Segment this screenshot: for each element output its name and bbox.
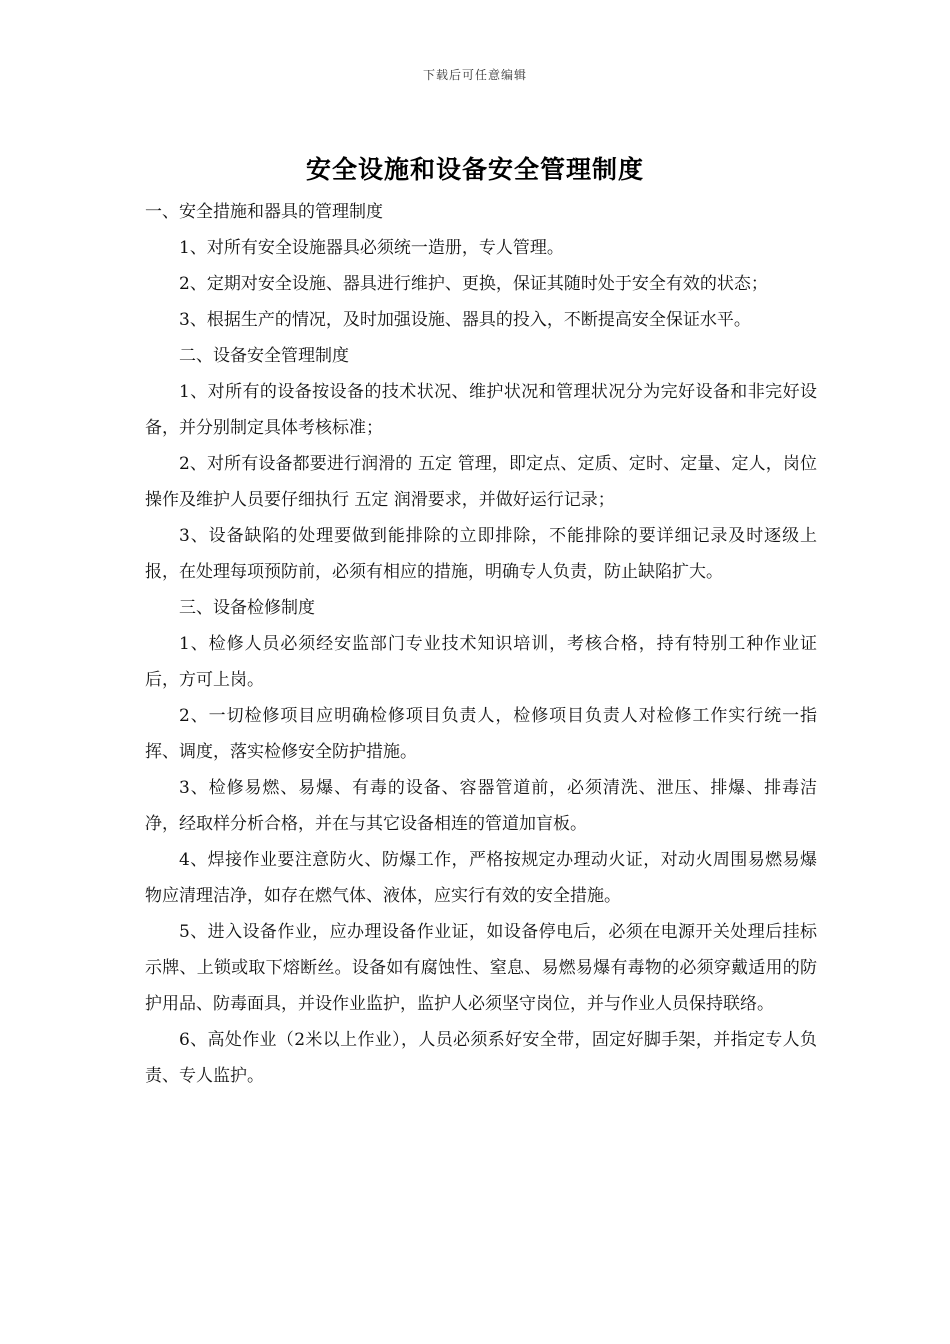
paragraph: 5、进入设备作业，应办理设备作业证，如设备停电后，必须在电源开关处理后挂标示牌、上锁或取下熔断丝。设备如有腐蚀性、窒息、易燃易爆有毒物的必须穿戴适用的防护用品、防毒面具，并设作业监护，监护人必须坚守岗位，并与作业人员保持联络。 xyxy=(145,922,817,1014)
paragraph: 6、高处作业（2米以上作业），人员必须系好安全带，固定好脚手架，并指定专人负责、专人监护。 xyxy=(145,1030,817,1086)
paragraph: 1、检修人员必须经安监部门专业技术知识培训，考核合格，持有特别工种作业证后，方可上岗。 xyxy=(145,634,817,690)
paragraph: 3、检修易燃、易爆、有毒的设备、容器管道前，必须清洗、泄压、排爆、排毒洁净，经取样分析合格，并在与其它设备相连的管道加盲板。 xyxy=(145,778,817,834)
paragraph: 1、对所有安全设施器具必须统一造册，专人管理。 xyxy=(179,238,564,258)
header-note: 下载后可任意编辑 xyxy=(422,68,527,82)
section-heading-2: 二、设备安全管理制度 xyxy=(179,346,349,366)
section-heading-1: 一、安全措施和器具的管理制度 xyxy=(145,202,383,222)
paragraph: 2、对所有设备都要进行润滑的 五定 管理，即定点、定质、定时、定量、定人，岗位操作及维护人员要仔细执行 五定 润滑要求，并做好运行记录； xyxy=(145,454,817,510)
paragraph: 3、设备缺陷的处理要做到能排除的立即排除，不能排除的要详细记录及时逐级上报，在处理每项预防前，必须有相应的措施，明确专人负责，防止缺陷扩大。 xyxy=(145,526,817,582)
document-body xyxy=(145,194,817,1094)
document-title: 安全设施和设备安全管理制度 xyxy=(305,155,644,184)
paragraph: 3、根据生产的情况，及时加强设施、器具的投入，不断提高安全保证水平。 xyxy=(179,310,751,330)
paragraph: 2、定期对安全设施、器具进行维护、更换，保证其随时处于安全有效的状态； xyxy=(179,274,768,294)
paragraph: 2、一切检修项目应明确检修项目负责人，检修项目负责人对检修工作实行统一指挥、调度，落实检修安全防护措施。 xyxy=(145,706,817,762)
paragraph: 4、焊接作业要注意防火、防爆工作，严格按规定办理动火证，对动火周围易燃易爆物应清理洁净，如存在燃气体、液体，应实行有效的安全措施。 xyxy=(145,850,817,906)
section-heading-3: 三、设备检修制度 xyxy=(179,598,315,618)
paragraph: 1、对所有的设备按设备的技术状况、维护状况和管理状况分为完好设备和非完好设备，并分别制定具体考核标准； xyxy=(145,382,817,438)
